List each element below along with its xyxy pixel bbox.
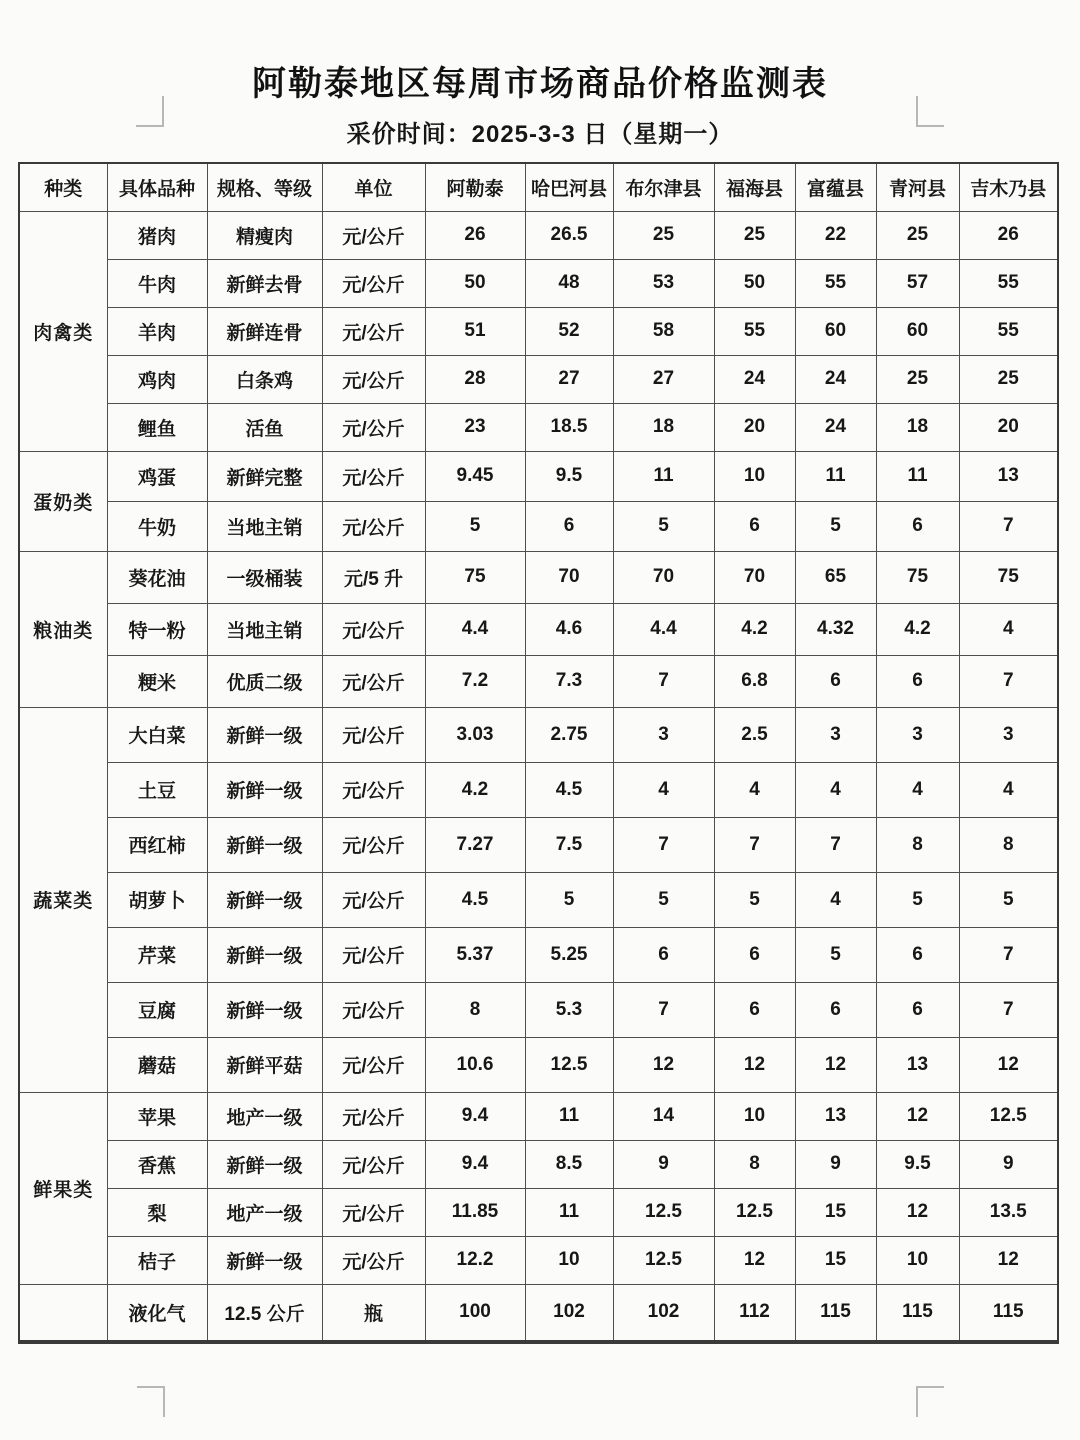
column-header: 布尔津县 [613, 163, 714, 211]
price-cell: 5 [425, 501, 525, 551]
price-cell: 102 [525, 1284, 613, 1342]
price-cell: 2.5 [714, 707, 795, 762]
price-cell: 25 [613, 211, 714, 259]
price-cell: 10.6 [425, 1037, 525, 1092]
price-cell: 112 [714, 1284, 795, 1342]
price-cell: 7 [795, 817, 876, 872]
item-cell: 胡萝卜 [107, 872, 207, 927]
table-row [19, 1284, 1058, 1342]
price-cell: 4.4 [613, 603, 714, 655]
spec-cell: 新鲜一级 [207, 1140, 322, 1188]
price-cell: 6 [795, 655, 876, 707]
price-cell: 5 [795, 501, 876, 551]
price-cell: 27 [525, 355, 613, 403]
unit-cell: 元/公斤 [322, 1037, 425, 1092]
spec-cell: 新鲜一级 [207, 1236, 322, 1284]
price-cell: 13 [795, 1092, 876, 1140]
table-row [19, 259, 1058, 307]
spec-cell: 新鲜去骨 [207, 259, 322, 307]
spec-cell: 新鲜一级 [207, 982, 322, 1037]
price-cell: 8 [876, 817, 959, 872]
price-cell: 5 [795, 927, 876, 982]
table-row [19, 655, 1058, 707]
price-cell: 27 [613, 355, 714, 403]
price-cell: 75 [425, 551, 525, 603]
price-cell: 9.4 [425, 1092, 525, 1140]
price-cell: 11 [525, 1188, 613, 1236]
price-cell: 55 [714, 307, 795, 355]
category-cell: 肉禽类 [19, 211, 107, 451]
item-cell: 液化气 [107, 1284, 207, 1342]
category-cell: 鲜果类 [19, 1092, 107, 1284]
price-cell: 10 [714, 1092, 795, 1140]
table-row [19, 927, 1058, 982]
column-header: 种类 [19, 163, 107, 211]
price-cell: 2.75 [525, 707, 613, 762]
category-cell [19, 1284, 107, 1342]
price-cell: 102 [613, 1284, 714, 1342]
price-cell: 12 [795, 1037, 876, 1092]
spec-cell: 白条鸡 [207, 355, 322, 403]
price-cell: 12.5 [714, 1188, 795, 1236]
price-cell: 6 [714, 927, 795, 982]
price-cell: 4 [714, 762, 795, 817]
price-cell: 11.85 [425, 1188, 525, 1236]
price-cell: 7.3 [525, 655, 613, 707]
unit-cell: 元/公斤 [322, 927, 425, 982]
price-cell: 14 [613, 1092, 714, 1140]
price-cell: 3 [613, 707, 714, 762]
price-cell: 70 [525, 551, 613, 603]
price-cell: 10 [876, 1236, 959, 1284]
unit-cell: 元/5 升 [322, 551, 425, 603]
column-header: 规格、等级 [207, 163, 322, 211]
category-cell: 粮油类 [19, 551, 107, 707]
price-cell: 18 [876, 403, 959, 451]
price-cell: 55 [795, 259, 876, 307]
price-cell: 15 [795, 1188, 876, 1236]
page-subtitle: 采价时间：2025-3-3 日（星期一） [346, 121, 734, 148]
price-cell: 10 [714, 451, 795, 501]
price-cell: 20 [959, 403, 1058, 451]
price-cell: 4 [795, 762, 876, 817]
price-cell: 4.2 [425, 762, 525, 817]
price-cell: 9.5 [525, 451, 613, 501]
table-row [19, 501, 1058, 551]
unit-cell: 瓶 [322, 1284, 425, 1342]
price-cell: 75 [876, 551, 959, 603]
item-cell: 粳米 [107, 655, 207, 707]
spec-cell: 地产一级 [207, 1188, 322, 1236]
price-cell: 22 [795, 211, 876, 259]
price-cell: 4.5 [525, 762, 613, 817]
price-cell: 24 [795, 355, 876, 403]
item-cell: 鸡蛋 [107, 451, 207, 501]
spec-cell: 一级桶装 [207, 551, 322, 603]
spec-cell: 优质二级 [207, 655, 322, 707]
item-cell: 羊肉 [107, 307, 207, 355]
table-row [19, 1037, 1058, 1092]
price-cell: 55 [959, 307, 1058, 355]
price-cell: 100 [425, 1284, 525, 1342]
price-cell: 4 [613, 762, 714, 817]
spec-cell: 新鲜一级 [207, 927, 322, 982]
price-cell: 28 [425, 355, 525, 403]
price-cell: 4.4 [425, 603, 525, 655]
price-cell: 12 [876, 1188, 959, 1236]
spec-cell: 当地主销 [207, 501, 322, 551]
item-cell: 牛奶 [107, 501, 207, 551]
spec-cell: 新鲜一级 [207, 707, 322, 762]
price-cell: 48 [525, 259, 613, 307]
column-header: 具体品种 [107, 163, 207, 211]
table-row [19, 211, 1058, 259]
price-cell: 7.5 [525, 817, 613, 872]
price-cell: 4.2 [876, 603, 959, 655]
table-row [19, 1236, 1058, 1284]
price-cell: 12 [714, 1037, 795, 1092]
price-cell: 4 [876, 762, 959, 817]
table-row [19, 1140, 1058, 1188]
table-body [19, 211, 1058, 1342]
price-cell: 50 [714, 259, 795, 307]
price-cell: 7.2 [425, 655, 525, 707]
spec-cell: 12.5 公斤 [207, 1284, 322, 1342]
price-cell: 53 [613, 259, 714, 307]
price-cell: 11 [876, 451, 959, 501]
price-cell: 4.2 [714, 603, 795, 655]
item-cell: 桔子 [107, 1236, 207, 1284]
column-header: 青河县 [876, 163, 959, 211]
table-row [19, 982, 1058, 1037]
price-cell: 12.2 [425, 1236, 525, 1284]
unit-cell: 元/公斤 [322, 1188, 425, 1236]
price-cell: 6 [525, 501, 613, 551]
price-cell: 5.37 [425, 927, 525, 982]
price-cell: 5.3 [525, 982, 613, 1037]
price-cell: 13 [876, 1037, 959, 1092]
unit-cell: 元/公斤 [322, 872, 425, 927]
price-cell: 7 [613, 817, 714, 872]
price-cell: 50 [425, 259, 525, 307]
crop-mark-top-left [136, 96, 164, 127]
price-cell: 12 [714, 1236, 795, 1284]
column-header: 阿勒泰 [425, 163, 525, 211]
price-cell: 75 [959, 551, 1058, 603]
price-cell: 10 [525, 1236, 613, 1284]
price-cell: 5.25 [525, 927, 613, 982]
spec-cell: 新鲜一级 [207, 817, 322, 872]
price-cell: 12 [613, 1037, 714, 1092]
item-cell: 鸡肉 [107, 355, 207, 403]
unit-cell: 元/公斤 [322, 1092, 425, 1140]
price-cell: 4 [959, 762, 1058, 817]
item-cell: 牛肉 [107, 259, 207, 307]
unit-cell: 元/公斤 [322, 762, 425, 817]
price-cell: 115 [795, 1284, 876, 1342]
price-cell: 3 [876, 707, 959, 762]
item-cell: 大白菜 [107, 707, 207, 762]
price-cell: 26 [959, 211, 1058, 259]
price-cell: 55 [959, 259, 1058, 307]
item-cell: 香蕉 [107, 1140, 207, 1188]
price-cell: 51 [425, 307, 525, 355]
item-cell: 土豆 [107, 762, 207, 817]
item-cell: 猪肉 [107, 211, 207, 259]
spec-cell: 新鲜完整 [207, 451, 322, 501]
price-cell: 24 [795, 403, 876, 451]
item-cell: 蘑菇 [107, 1037, 207, 1092]
category-cell: 蛋奶类 [19, 451, 107, 551]
header-row [19, 163, 1058, 211]
price-cell: 20 [714, 403, 795, 451]
price-cell: 25 [876, 355, 959, 403]
price-cell: 6 [876, 501, 959, 551]
column-header: 福海县 [714, 163, 795, 211]
spec-cell: 当地主销 [207, 603, 322, 655]
unit-cell: 元/公斤 [322, 403, 425, 451]
price-cell: 12.5 [959, 1092, 1058, 1140]
table-row [19, 762, 1058, 817]
table-row [19, 1092, 1058, 1140]
price-cell: 7.27 [425, 817, 525, 872]
item-cell: 特一粉 [107, 603, 207, 655]
price-cell: 18.5 [525, 403, 613, 451]
price-cell: 6 [876, 655, 959, 707]
price-cell: 7 [714, 817, 795, 872]
price-cell: 12 [876, 1092, 959, 1140]
price-cell: 6 [714, 982, 795, 1037]
price-cell: 65 [795, 551, 876, 603]
price-cell: 4.6 [525, 603, 613, 655]
item-cell: 豆腐 [107, 982, 207, 1037]
price-cell: 11 [613, 451, 714, 501]
item-cell: 苹果 [107, 1092, 207, 1140]
price-cell: 26 [425, 211, 525, 259]
price-cell: 70 [714, 551, 795, 603]
price-cell: 115 [959, 1284, 1058, 1342]
category-cell: 蔬菜类 [19, 707, 107, 1092]
unit-cell: 元/公斤 [322, 355, 425, 403]
price-cell: 12 [959, 1037, 1058, 1092]
price-cell: 12.5 [525, 1037, 613, 1092]
column-header: 哈巴河县 [525, 163, 613, 211]
price-cell: 9.45 [425, 451, 525, 501]
unit-cell: 元/公斤 [322, 501, 425, 551]
price-cell: 12.5 [613, 1236, 714, 1284]
unit-cell: 元/公斤 [322, 982, 425, 1037]
spec-cell: 活鱼 [207, 403, 322, 451]
price-cell: 52 [525, 307, 613, 355]
table-row [19, 551, 1058, 603]
table-row [19, 307, 1058, 355]
price-cell: 7 [959, 982, 1058, 1037]
item-cell: 梨 [107, 1188, 207, 1236]
price-cell: 9 [613, 1140, 714, 1188]
spec-cell: 新鲜平菇 [207, 1037, 322, 1092]
price-cell: 23 [425, 403, 525, 451]
price-cell: 4 [795, 872, 876, 927]
price-cell: 5 [613, 872, 714, 927]
price-cell: 58 [613, 307, 714, 355]
crop-mark-bottom-right [916, 1386, 944, 1417]
price-cell: 4 [959, 603, 1058, 655]
table-row [19, 451, 1058, 501]
price-cell: 8 [425, 982, 525, 1037]
price-cell: 9 [959, 1140, 1058, 1188]
price-cell: 8 [714, 1140, 795, 1188]
price-cell: 13.5 [959, 1188, 1058, 1236]
table-row [19, 1188, 1058, 1236]
unit-cell: 元/公斤 [322, 655, 425, 707]
price-cell: 11 [525, 1092, 613, 1140]
unit-cell: 元/公斤 [322, 211, 425, 259]
price-cell: 57 [876, 259, 959, 307]
price-cell: 8.5 [525, 1140, 613, 1188]
price-cell: 6 [876, 927, 959, 982]
price-cell: 3 [959, 707, 1058, 762]
crop-mark-top-right [916, 96, 944, 127]
price-cell: 6.8 [714, 655, 795, 707]
price-cell: 8 [959, 817, 1058, 872]
page-title: 阿勒泰地区每周市场商品价格监测表 [252, 65, 828, 103]
price-cell: 9.4 [425, 1140, 525, 1188]
price-cell: 5 [714, 872, 795, 927]
price-cell: 6 [876, 982, 959, 1037]
unit-cell: 元/公斤 [322, 603, 425, 655]
unit-cell: 元/公斤 [322, 1140, 425, 1188]
unit-cell: 元/公斤 [322, 451, 425, 501]
price-cell: 115 [876, 1284, 959, 1342]
unit-cell: 元/公斤 [322, 707, 425, 762]
price-cell: 60 [876, 307, 959, 355]
price-cell: 4.32 [795, 603, 876, 655]
price-cell: 7 [959, 501, 1058, 551]
price-cell: 15 [795, 1236, 876, 1284]
price-cell: 25 [876, 211, 959, 259]
price-cell: 18 [613, 403, 714, 451]
price-cell: 3.03 [425, 707, 525, 762]
price-cell: 7 [959, 655, 1058, 707]
table-row [19, 872, 1058, 927]
price-cell: 5 [525, 872, 613, 927]
price-cell: 25 [959, 355, 1058, 403]
unit-cell: 元/公斤 [322, 307, 425, 355]
price-cell: 12.5 [613, 1188, 714, 1236]
price-cell: 5 [613, 501, 714, 551]
spec-cell: 新鲜一级 [207, 872, 322, 927]
spec-cell: 新鲜一级 [207, 762, 322, 817]
price-cell: 12 [959, 1236, 1058, 1284]
spec-cell: 地产一级 [207, 1092, 322, 1140]
price-table [18, 162, 1059, 1344]
spec-cell: 精瘦肉 [207, 211, 322, 259]
table-row [19, 817, 1058, 872]
column-header: 吉木乃县 [959, 163, 1058, 211]
price-cell: 25 [714, 211, 795, 259]
item-cell: 鲤鱼 [107, 403, 207, 451]
crop-mark-bottom-left [137, 1386, 165, 1417]
price-cell: 60 [795, 307, 876, 355]
table-row [19, 355, 1058, 403]
price-cell: 7 [959, 927, 1058, 982]
price-cell: 70 [613, 551, 714, 603]
table-row [19, 707, 1058, 762]
unit-cell: 元/公斤 [322, 259, 425, 307]
price-cell: 26.5 [525, 211, 613, 259]
spec-cell: 新鲜连骨 [207, 307, 322, 355]
price-cell: 7 [613, 982, 714, 1037]
price-cell: 3 [795, 707, 876, 762]
price-cell: 11 [795, 451, 876, 501]
column-header: 单位 [322, 163, 425, 211]
unit-cell: 元/公斤 [322, 1236, 425, 1284]
table-row [19, 403, 1058, 451]
price-cell: 13 [959, 451, 1058, 501]
unit-cell: 元/公斤 [322, 817, 425, 872]
item-cell: 西红柿 [107, 817, 207, 872]
price-cell: 6 [613, 927, 714, 982]
price-cell: 6 [714, 501, 795, 551]
column-header: 富蕴县 [795, 163, 876, 211]
price-cell: 6 [795, 982, 876, 1037]
price-cell: 24 [714, 355, 795, 403]
item-cell: 芹菜 [107, 927, 207, 982]
price-cell: 7 [613, 655, 714, 707]
price-cell: 9 [795, 1140, 876, 1188]
price-cell: 5 [876, 872, 959, 927]
item-cell: 葵花油 [107, 551, 207, 603]
table-row [19, 603, 1058, 655]
price-cell: 9.5 [876, 1140, 959, 1188]
price-cell: 4.5 [425, 872, 525, 927]
price-cell: 5 [959, 872, 1058, 927]
